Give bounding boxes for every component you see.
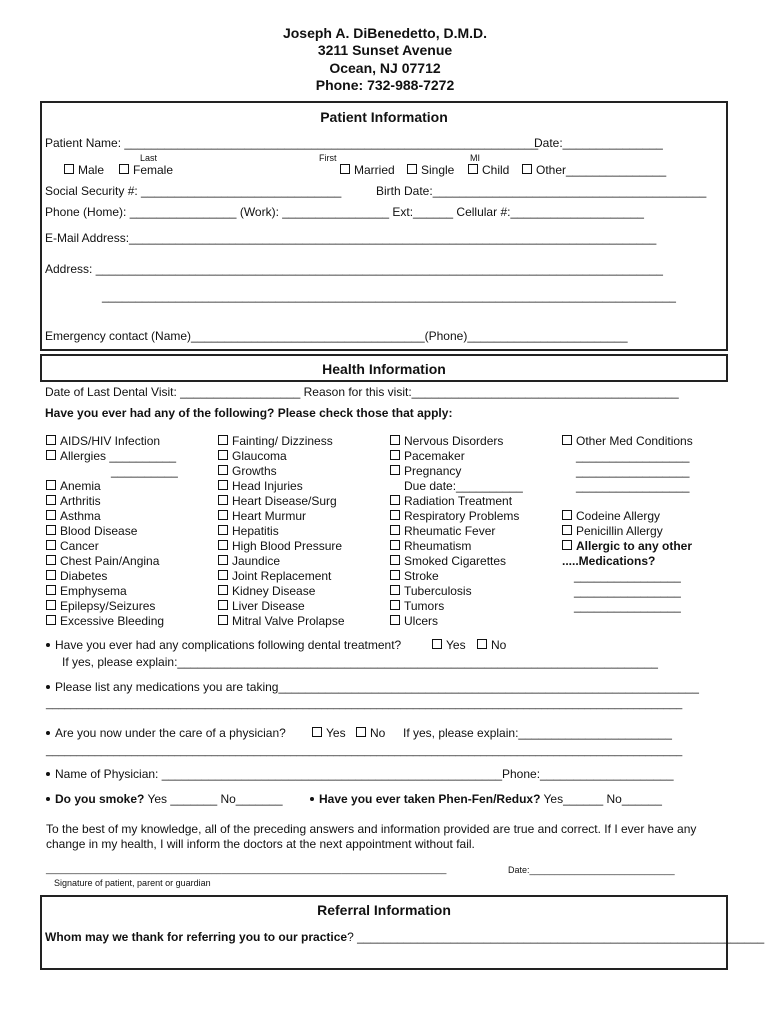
penicillin-allergy-checkbox[interactable]: Penicillin Allergy [562, 524, 693, 539]
condition-checkbox[interactable]: Arthritis [46, 494, 178, 509]
medications-line[interactable]: ________________ [574, 584, 681, 598]
medications-line[interactable]: ________________ [574, 569, 681, 583]
checkbox-icon [46, 435, 56, 445]
checkbox-icon [64, 164, 74, 174]
other-conditions-line[interactable]: _________________ [576, 449, 690, 463]
condition-checkbox[interactable]: Heart Murmur [218, 509, 345, 524]
condition-checkbox[interactable]: Tumors [390, 599, 523, 614]
condition-checkbox[interactable]: High Blood Pressure [218, 539, 345, 554]
checkbox-icon [218, 525, 228, 535]
checkbox-icon [390, 555, 400, 565]
condition-checkbox[interactable]: Asthma [46, 509, 178, 524]
practice-street: 3211 Sunset Avenue [317, 42, 453, 58]
checkbox-icon [562, 540, 572, 550]
physician-phone-field[interactable]: Phone:____________________ [502, 767, 674, 781]
emergency-contact-field[interactable]: Emergency contact (Name)___________________________________(Phone)________________________ [45, 329, 628, 343]
health-info-header [40, 354, 728, 382]
checkbox-icon [562, 525, 572, 535]
condition-checkbox[interactable]: Allergies __________ [46, 449, 178, 464]
other-conditions-line[interactable]: _________________ [576, 479, 690, 493]
checkbox-icon [218, 480, 228, 490]
condition-checkbox[interactable]: Glaucoma [218, 449, 345, 464]
checkbox-icon [218, 450, 228, 460]
checkbox-icon [468, 164, 478, 174]
checkbox-icon [312, 727, 322, 737]
checkbox-icon [390, 570, 400, 580]
checkbox-icon [218, 570, 228, 580]
checkbox-icon [46, 600, 56, 610]
smoke-question[interactable]: Do you smoke? Yes _______ No_______ [46, 792, 283, 806]
male-checkbox[interactable]: Male [64, 163, 104, 177]
condition-checkbox[interactable]: Kidney Disease [218, 584, 345, 599]
medications-question[interactable]: Please list any medications you are taking_______________________________________________________________ [46, 680, 699, 694]
checkbox-icon [390, 450, 400, 460]
patient-name-field[interactable]: Patient Name: ______________________________________________________________ [45, 136, 539, 150]
checkbox-icon [356, 727, 366, 737]
checkbox-icon [522, 164, 532, 174]
condition-checkbox[interactable]: AIDS/HIV Infection [46, 434, 178, 449]
checkbox-icon [46, 585, 56, 595]
birth-date-field[interactable]: Birth Date:_________________________________________ [376, 184, 707, 198]
checkbox-icon [390, 525, 400, 535]
condition-checkbox[interactable]: Heart Disease/Surg [218, 494, 345, 509]
married-checkbox[interactable]: Married [340, 163, 395, 177]
checkbox-icon [432, 639, 442, 649]
condition-checkbox[interactable]: Anemia [46, 479, 178, 494]
first-label: First [319, 153, 337, 163]
checkbox-icon [218, 540, 228, 550]
bullet-icon [46, 643, 50, 647]
bullet-icon [310, 797, 314, 801]
female-checkbox[interactable]: Female [119, 163, 173, 177]
physician-name-field[interactable]: Name of Physician: ___________________________________________________ [46, 767, 502, 781]
referral-field[interactable]: Whom may we thank for referring you to our practice? _____________________________________________________________ [45, 930, 765, 944]
checkbox-icon [46, 540, 56, 550]
ssn-field[interactable]: Social Security #: ______________________________ [45, 184, 342, 198]
condition-checkbox[interactable]: Pregnancy [390, 464, 523, 479]
checkbox-icon [390, 600, 400, 610]
condition-checkbox[interactable]: Blood Disease [46, 524, 178, 539]
medications-line-2[interactable]: ________________________________________________________________________________________________________ [46, 698, 683, 710]
checkbox-icon [390, 615, 400, 625]
condition-checkbox[interactable]: Respiratory Problems [390, 509, 523, 524]
address-line-2[interactable]: ______________________________________________________________________________________ [102, 289, 676, 303]
allergic-medications-label: .....Medications? [562, 554, 656, 568]
codeine-allergy-checkbox[interactable]: Codeine Allergy [562, 509, 693, 524]
condition-checkbox[interactable]: Epilepsy/Seizures [46, 599, 178, 614]
condition-checkbox[interactable]: Cancer [46, 539, 178, 554]
condition-checkbox[interactable]: Pacemaker [390, 449, 523, 464]
child-checkbox[interactable]: Child [468, 163, 509, 177]
signature-label: Signature of patient, parent or guardian [54, 878, 211, 888]
condition-checkbox[interactable]: Rheumatism [390, 539, 523, 554]
medications-line[interactable]: ________________ [574, 599, 681, 613]
consent-statement: To the best of my knowledge, all of the preceding answers and information provided are true and correct. If I ever have any change in my health, I will inform the doctors at the next appointment without fail. [46, 822, 697, 851]
mi-label: MI [470, 153, 480, 163]
checkbox-icon [477, 639, 487, 649]
condition-checkbox[interactable]: Fainting/ Dizziness [218, 434, 345, 449]
checkbox-icon [390, 435, 400, 445]
patient-info-title: Patient Information [320, 109, 448, 125]
checkbox-icon [218, 615, 228, 625]
checkbox-icon [218, 600, 228, 610]
checkbox-icon [218, 555, 228, 565]
condition-checkbox[interactable]: Diabetes [46, 569, 178, 584]
condition-checkbox[interactable]: Mitral Valve Prolapse [218, 614, 345, 629]
condition-checkbox[interactable]: Tuberculosis [390, 584, 523, 599]
physician-care-line-2[interactable]: ________________________________________________________________________________________________________ [46, 745, 683, 757]
physician-care-yes-checkbox[interactable]: Yes [312, 726, 346, 740]
physician-care-question: Are you now under the care of a physician? [46, 726, 286, 740]
bullet-icon [46, 731, 50, 735]
checkbox-icon [390, 495, 400, 505]
condition-checkbox[interactable]: Rheumatic Fever [390, 524, 523, 539]
conditions-col-3 [390, 434, 523, 629]
checkbox-icon [218, 435, 228, 445]
practice-name: Joseph A. DiBenedetto, D.M.D. [282, 25, 488, 41]
physician-care-explain-field[interactable]: If yes, please explain:_______________________ [403, 726, 672, 740]
checkbox-icon [390, 540, 400, 550]
allergic-other-checkbox[interactable]: Allergic to any other [562, 539, 693, 554]
condition-checkbox[interactable]: Head Injuries [218, 479, 345, 494]
conditions-col-2 [218, 434, 345, 629]
condition-checkbox[interactable]: Emphysema [46, 584, 178, 599]
complications-question: Have you ever had any complications following dental treatment? [46, 638, 401, 652]
due-date-field[interactable]: Due date:__________ [404, 479, 523, 493]
condition-checkbox[interactable]: Nervous Disorders [390, 434, 523, 449]
bullet-icon [46, 797, 50, 801]
checkbox-icon [340, 164, 350, 174]
condition-checkbox[interactable]: Growths [218, 464, 345, 479]
last-visit-field[interactable]: Date of Last Dental Visit: __________________ Reason for this visit:________________________________________ [45, 385, 679, 399]
checkbox-icon [390, 510, 400, 520]
condition-checkbox[interactable]: Excessive Bleeding [46, 614, 178, 629]
checkbox-icon [119, 164, 129, 174]
checkbox-icon [46, 570, 56, 580]
checkbox-icon [562, 435, 572, 445]
checkbox-icon [46, 615, 56, 625]
bullet-icon [46, 772, 50, 776]
condition-checkbox[interactable]: Chest Pain/Angina [46, 554, 178, 569]
condition-checkbox[interactable]: Joint Replacement [218, 569, 345, 584]
referral-title: Referral Information [317, 902, 451, 918]
condition-checkbox[interactable]: Radiation Treatment [390, 494, 523, 509]
single-checkbox[interactable]: Single [407, 163, 454, 177]
checkbox-icon [46, 480, 56, 490]
condition-checkbox[interactable]: Stroke [390, 569, 523, 584]
checkbox-icon [46, 450, 56, 460]
checkbox-icon [46, 510, 56, 520]
email-field[interactable]: E-Mail Address:_______________________________________________________________________________ [45, 231, 657, 245]
checkbox-icon [218, 495, 228, 505]
checkbox-icon [46, 525, 56, 535]
practice-city: Ocean, NJ 07712 [329, 60, 441, 76]
allergies-line[interactable]: __________ [111, 464, 178, 478]
checkbox-icon [218, 510, 228, 520]
complications-explain-field[interactable]: If yes, please explain:________________________________________________________________________ [62, 655, 658, 669]
conditions-col-1 [46, 434, 178, 629]
checkbox-icon [218, 465, 228, 475]
referral-section [40, 895, 765, 970]
patient-info-section [40, 101, 728, 351]
conditions-col-4 [562, 434, 693, 614]
other-checkbox[interactable]: Other_______________ [522, 163, 666, 177]
checkbox-icon [407, 164, 417, 174]
physician-care-no-checkbox[interactable]: No [356, 726, 385, 740]
condition-checkbox[interactable]: Ulcers [390, 614, 523, 629]
condition-checkbox[interactable]: Jaundice [218, 554, 345, 569]
address-field[interactable]: Address: _____________________________________________________________________________________ [45, 262, 663, 276]
practice-phone: Phone: 732-988-7272 [315, 77, 455, 93]
bullet-icon [46, 685, 50, 689]
checkbox-icon [390, 585, 400, 595]
phone-fields[interactable]: Phone (Home): ________________ (Work): ________________ Ext:______ Cellular #:____________________ [45, 205, 644, 219]
complications-yes-checkbox[interactable]: Yes [432, 638, 466, 652]
other-conditions-line[interactable]: _________________ [576, 464, 690, 478]
condition-checkbox[interactable]: Smoked Cigarettes [390, 554, 523, 569]
conditions-question: Have you ever had any of the following? Please check those that apply: [45, 406, 453, 420]
health-info-title: Health Information [322, 361, 446, 377]
checkbox-icon [46, 555, 56, 565]
date-field[interactable]: Date:_______________ [534, 136, 663, 150]
checkbox-icon [218, 585, 228, 595]
checkbox-icon [562, 510, 572, 520]
signature-line[interactable]: ________________________________________________________________________________ [46, 864, 447, 874]
condition-checkbox[interactable]: Liver Disease [218, 599, 345, 614]
other-med-conditions-checkbox[interactable]: Other Med Conditions [562, 434, 693, 449]
last-label: Last [140, 153, 158, 163]
checkbox-icon [46, 495, 56, 505]
complications-no-checkbox[interactable]: No [477, 638, 506, 652]
checkbox-icon [390, 465, 400, 475]
condition-checkbox[interactable]: Hepatitis [218, 524, 345, 539]
phenfen-question[interactable]: Have you ever taken Phen-Fen/Redux? Yes______ No______ [310, 792, 662, 806]
signature-date-field[interactable]: Date:_____________________________ [508, 865, 675, 875]
